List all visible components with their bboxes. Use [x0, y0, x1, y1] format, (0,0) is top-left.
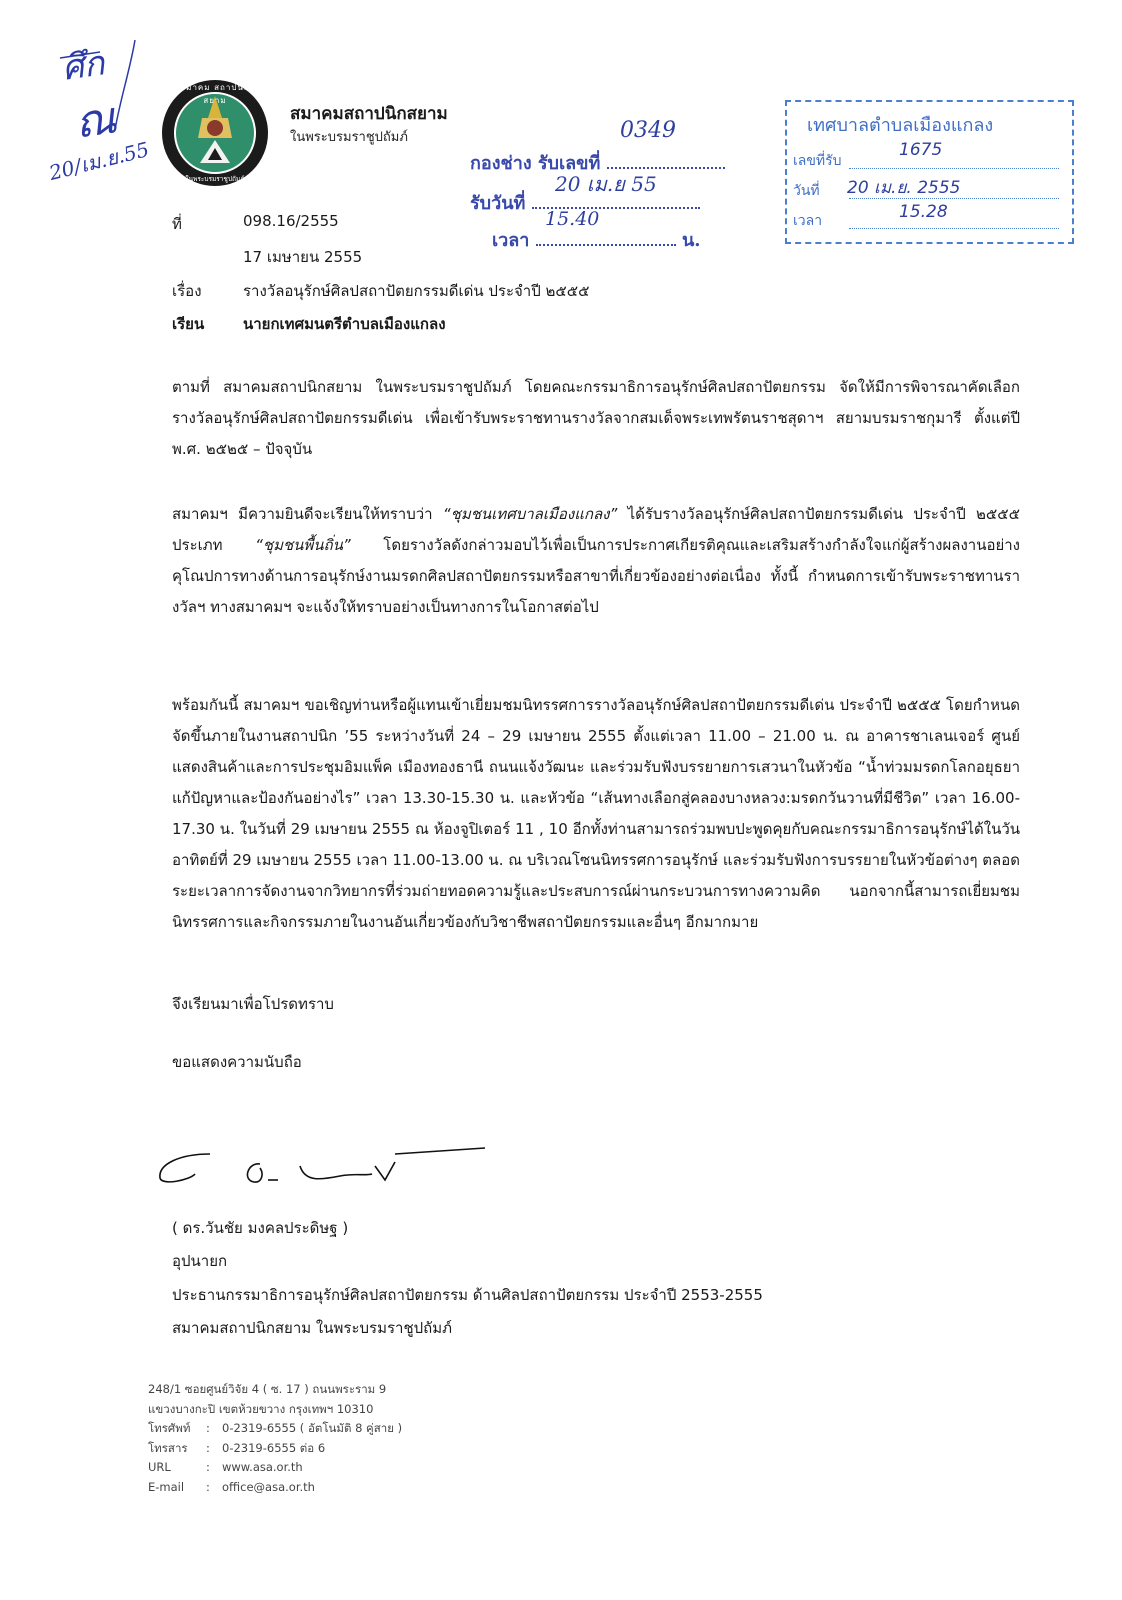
subject-label: เรื่อง	[172, 282, 202, 300]
signatory-name: ( ดร.วันชัย มงคลประดิษฐ )	[172, 1219, 349, 1237]
handwritten-line-3: 20/เม.ย.55	[46, 137, 152, 185]
footer-contact	[148, 1380, 402, 1497]
receipt-date-value: 20 เม.ย 55	[555, 172, 657, 196]
stamp-date-label: วันที่	[793, 183, 820, 199]
stamp-time-value: 15.28	[899, 202, 948, 222]
org-subtitle: ในพระบรมราชูปถัมภ์	[290, 130, 408, 145]
body-paragraph-1: ตามที่ สมาคมสถาปนิกสยาม ในพระบรมราชูปถัมภ์ โดยคณะกรรมาธิการอนุรักษ์ศิลปสถาปัตยกรรม จัดให้มีการพิจารณาคัดเลือกรางวัลอนุรักษ์ศิลปสถาปัตยกรรมดีเด่น เพื่อเข้ารับพระราชทานรางวัลจากสมเด็จพระเทพรัตนราชสุดาฯ สยามบรมราชกุมารี ตั้งแต่ปี พ.ศ. ๒๕๒๕ – ปัจจุบัน	[172, 378, 1020, 458]
closing-line-1: จึงเรียนมาเพื่อโปรดทราบ	[172, 995, 334, 1013]
receipt-time-label: เวลา	[492, 230, 530, 251]
p2-part-c: ได้รับรางวัลอนุรักษ์ศิลปสถาปัตยกรรมดีเด่น ประจำปี ๒๕๕๕ ประเภท	[172, 505, 1020, 554]
stamp-time-label: เวลา	[793, 213, 823, 229]
p2-community-name: “ชุมชนเทศบาลเมืองแกลง”	[442, 505, 618, 523]
footer-url-row	[148, 1458, 402, 1478]
signatory-title-3: สมาคมสถาปนิกสยาม ในพระบรมราชูปถัมภ์	[172, 1319, 453, 1337]
signatory-title-1: อุปนายก	[172, 1252, 228, 1270]
logo-top-text: สมาคม สถาปนิก สยาม	[180, 83, 250, 105]
footer-colon: :	[206, 1460, 210, 1474]
footer-url[interactable]: www.asa.or.th	[222, 1460, 303, 1474]
footer-phone: 0-2319-6555 ( อัตโนมัติ 8 คู่สาย )	[222, 1421, 403, 1435]
recipient-label: เรียน	[172, 315, 205, 333]
handwritten-line-1: ศึก	[59, 43, 107, 89]
footer-email-row	[148, 1478, 402, 1498]
footer-colon: :	[206, 1421, 210, 1435]
handwritten-stroke-icon	[40, 30, 170, 190]
footer-email[interactable]: office@asa.or.th	[222, 1479, 315, 1494]
receipt-stamp	[785, 100, 1074, 244]
stamp-title: เทศบาลตำบลเมืองแกลง	[807, 115, 994, 136]
recipient-text: นายกเทศมนตรีตำบลเมืองแกลง	[243, 315, 446, 333]
footer-address-1: 248/1 ซอยศูนย์วิจัย 4 ( ซ. 17 ) ถนนพระราม 9	[148, 1382, 387, 1396]
footer-url-label: URL	[148, 1460, 171, 1474]
footer-colon: :	[206, 1440, 210, 1455]
receipt-block	[470, 118, 770, 251]
receipt-dept-label: กองช่าง รับเลขที่	[470, 153, 601, 174]
footer-fax-label: โทรสาร	[148, 1440, 188, 1455]
receipt-dept-value: 0349	[620, 118, 676, 143]
receipt-date-label: รับวันที่	[470, 193, 526, 214]
signature-image	[150, 1140, 490, 1200]
p2-part-e: โดยรางวัลดังกล่าวมอบไว้เพื่อเป็นการประกาศเกียรติคุณและเสริมสร้างกำลังใจแก่ผู้สร้างผลงานอย่างคุโณปการทางด้านการอนุรักษ์งานมรดกศิลปสถาปัตยกรรมหรือสาขาที่เกี่ยวข้องอย่างต่อเนื่อง ทั้งนี้ กำหนดการเข้ารับพระราชทานรางวัลฯ ทางสมาคมฯ จะแจ้งให้ทราบอย่างเป็นทางการในโอกาสต่อไป	[172, 536, 1020, 616]
stamp-number-label: เลขที่รับ	[793, 153, 842, 169]
stamp-date-value: 20 เม.ย. 2555	[847, 178, 961, 198]
p2-category: “ชุมชนพื้นถิ่น”	[255, 536, 351, 554]
footer-email-label: E-mail	[148, 1479, 185, 1494]
footer-phone-row	[148, 1419, 402, 1439]
receipt-time-unit: น.	[681, 230, 701, 251]
footer-fax-row	[148, 1439, 402, 1459]
association-logo	[160, 78, 270, 188]
receipt-time-value: 15.40	[545, 208, 600, 230]
footer-fax: 0-2319-6555 ต่อ 6	[222, 1440, 326, 1455]
footer-colon: :	[206, 1479, 210, 1494]
footer-phone-label: โทรศัพท์	[148, 1421, 191, 1435]
footer-address-2: แขวงบางกะปิ เขตห้วยขวาง กรุงเทพฯ 10310	[148, 1401, 374, 1416]
body-paragraph-2	[172, 499, 1020, 623]
subject-text: รางวัลอนุรักษ์ศิลปสถาปัตยกรรมดีเด่น ประจำปี ๒๕๕๕	[243, 282, 590, 300]
p2-part-a: สมาคมฯ มีความยินดีจะเรียนให้ทราบว่า	[172, 505, 443, 523]
closing-line-2: ขอแสดงความนับถือ	[172, 1053, 302, 1071]
handwritten-note	[40, 30, 170, 190]
signatory-title-2: ประธานกรรมาธิการอนุรักษ์ศิลปสถาปัตยกรรม ด้านศิลปสถาปัตยกรรม ประจำปี 2553-2555	[172, 1286, 763, 1304]
org-name: สมาคมสถาปนิกสยาม	[290, 104, 448, 124]
logo-bottom-text: ในพระบรมราชูปถัมภ์	[185, 175, 245, 183]
letter-date: 17 เมษายน 2555	[243, 248, 363, 266]
handwritten-line-2: ณ	[71, 92, 120, 149]
body-paragraph-3: พร้อมกันนี้ สมาคมฯ ขอเชิญท่านหรือผู้แทนเข้าเยี่ยมชมนิทรรศการรางวัลอนุรักษ์ศิลปสถาปัตยกรรมดีเด่น ประจำปี ๒๕๕๕ โดยกำหนดจัดขึ้นภายในงานสถาปนิก ’55 ระหว่างวันที่ 24 – 29 เมษายน 2555 ตั้งแต่เวลา 11.00 – 21.00 น. ณ อาคารชาเลนเจอร์ ศูนย์แสดงสินค้าและการประชุมอิมแพ็ค เมืองทองธานี ถนนแจ้งวัฒนะ และร่วมรับฟังบรรยายการเสวนาในหัวข้อ “น้ำท่วมมรดกโลกอยุธยา แก้ปัญหาและป้องกันอย่างไร” เวลา 13.30-15.30 น. และหัวข้อ “เส้นทางเลือกสู่คลองบางหลวง:มรดกวันวานที่มีชีวิต” เวลา 16.00-17.30 น. ในวันที่ 29 เมษายน 2555 ณ ห้องจูปิเตอร์ 11 , 10 อีกทั้งท่านสามารถร่วมพบปะพูดคุยกับคณะกรรมาธิการอนุรักษ์ได้ในวันอาทิตย์ที่ 29 เมษายน 2555 เวลา 11.00-13.00 น. ณ บริเวณโซนนิทรรศการอนุรักษ์ และร่วมรับฟังการบรรยายในหัวข้อต่างๆ ตลอดระยะเวลาการจัดงานจากวิทยากรที่ร่วมถ่ายทอดความรู้และประสบการณ์ผ่านกระบวนการทางความคิด นอกจากนี้สามารถเยี่ยมชมนิทรรศการและกิจกรรมภายในงานอันเกี่ยวข้องกับวิชาชีพสถาปัตยกรรมและอื่นๆ อีกมากมาย	[172, 696, 1020, 931]
ref-number: 098.16/2555	[243, 212, 339, 230]
ref-label: ที่	[172, 215, 182, 233]
stamp-number-value: 1675	[899, 140, 943, 160]
